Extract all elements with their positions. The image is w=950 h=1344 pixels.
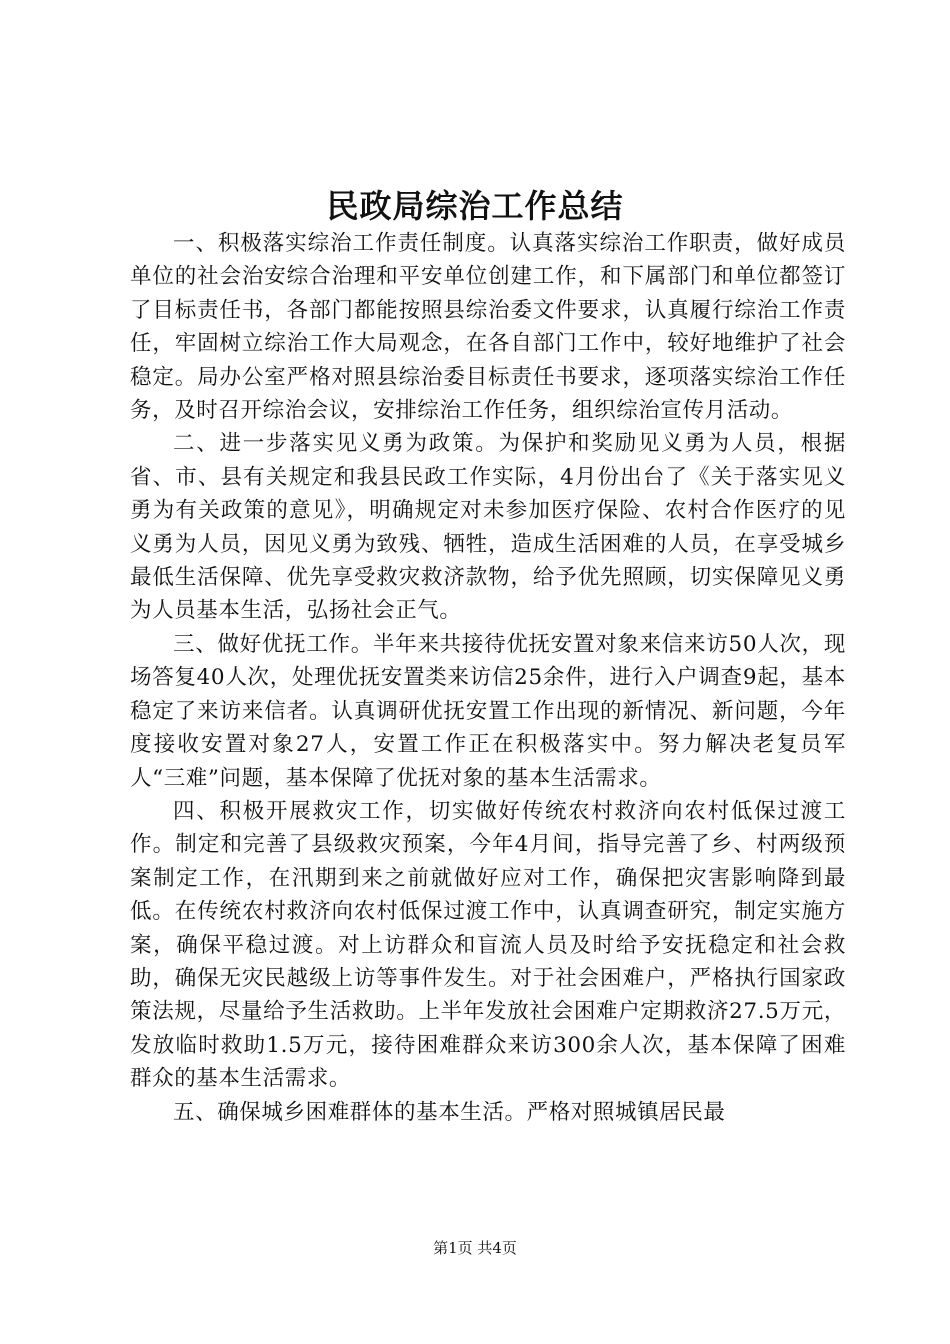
paragraph-2: 二、进一步落实见义勇为政策。为保护和奖励见义勇为人员，根据省、市、县有关规定和我县民政工作实际，4月份出台了《关于落实见义勇为有关政策的意见》，明确规定对未参加医疗保险、农村合作医疗的见义勇为人员，因见义勇为致残、牺牲，造成生活困难的人员，在享受城乡最低生活保障、优先享受救灾救济款物，给予优先照顾，切实保障见义勇为人员基本生活，弘扬社会正气。 [130, 431, 846, 624]
page-number-label: 第1页 共4页 [433, 1239, 517, 1257]
page-footer [0, 1236, 950, 1260]
document-title: 民政局综治工作总结 [326, 187, 624, 225]
document-body [130, 227, 846, 1129]
paragraph-3: 三、做好优抚工作。半年来共接待优抚安置对象来信来访50人次，现场答复40人次，处理优抚安置类来访信25余件，进行入户调查9起，基本稳定了来访来信者。认真调研优抚安置工作出现的新情况、新问题，今年度接收安置对象27人，安置工作正在积极落实中。努力解决老复员军人“三难”问题，基本保障了优抚对象的基本生活需求。 [130, 631, 846, 791]
paragraph-1: 一、积极落实综治工作责任制度。认真落实综治工作职责，做好成员单位的社会治安综合治理和平安单位创建工作，和下属部门和单位都签订了目标责任书，各部门都能按照县综治委文件要求，认真履行综治工作责任，牢固树立综治工作大局观念，在各自部门工作中，较好地维护了社会稳定。局办公室严格对照县综治委目标责任书要求，逐项落实综治工作任务，及时召开综治会议，安排综治工作任务，组织综治宣传月活动。 [130, 231, 846, 424]
paragraph-4: 四、积极开展救灾工作，切实做好传统农村救济向农村低保过渡工作。制定和完善了县级救灾预案，今年4月间，指导完善了乡、村两级预案制定工作，在汛期到来之前就做好应对工作，确保把灾害影响降到最低。在传统农村救济向农村低保过渡工作中，认真调查研究，制定实施方案，确保平稳过渡。对上访群众和盲流人员及时给予安抚稳定和社会救助，确保无灾民越级上访等事件发生。对于社会困难户，严格执行国家政策法规，尽量给予生活救助。上半年发放社会困难户定期救济27.5万元，发放临时救助1.5万元，接待困难群众来访300余人次，基本保障了困难群众的基本生活需求。 [130, 798, 846, 1092]
paragraph-5: 五、确保城乡困难群体的基本生活。严格对照城镇居民最 [173, 1099, 726, 1125]
